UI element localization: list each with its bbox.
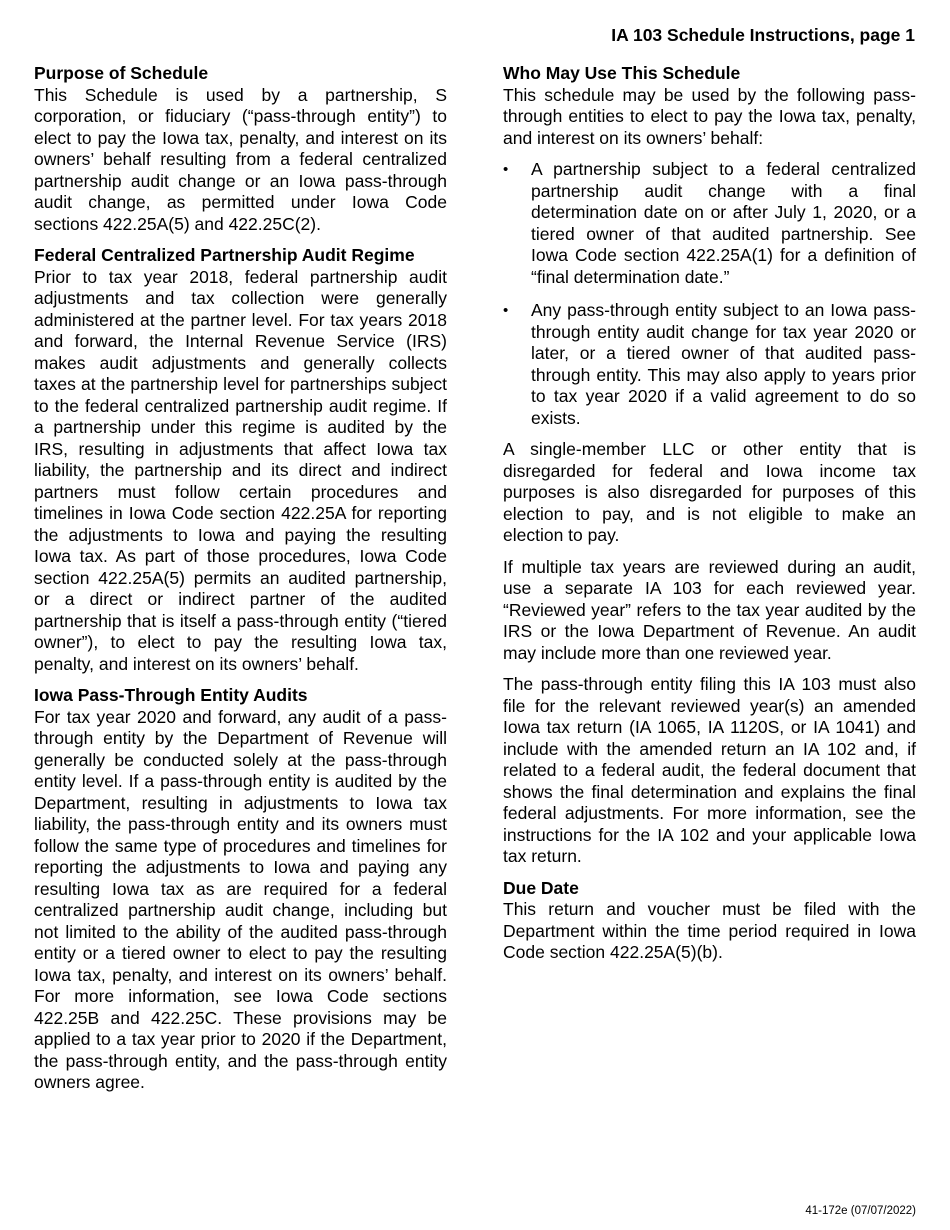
- purpose-section: [34, 63, 447, 235]
- page-title: IA 103 Schedule Instructions, page 1: [611, 25, 915, 45]
- bullet-icon: •: [503, 161, 509, 178]
- who-may-use-intro: This schedule may be used by the following pass-through entities to elect to pay the Iowa tax, penalty, and interest on its owners’ behalf:: [503, 84, 916, 148]
- right-column: [503, 63, 916, 974]
- due-date-heading: Due Date: [503, 877, 579, 898]
- who-may-use-heading: Who May Use This Schedule: [503, 63, 741, 83]
- federal-audit-heading: Federal Centralized Partnership Audit Regime: [34, 245, 415, 265]
- purpose-heading: Purpose of Schedule: [34, 63, 209, 83]
- due-date-text: This return and voucher must be filed with the Department within the time period required in Iowa Code section 422.25A(5)(b).: [503, 899, 916, 962]
- iowa-audits-section: [34, 685, 447, 1094]
- who-may-use-section: [503, 63, 916, 868]
- iowa-audits-text: For tax year 2020 and forward, any audit of a pass-through entity by the Department of Revenue will generally be conducted solely at the pass-through entity level. If a pass-through entity is audited by the Department, resulting in adjustments to Iowa tax liability, the pass-through entity and its owners must follow the same type of procedures and timelines for reporting the adjustments to Iowa and paying any resulting Iowa tax as are required for a federal centralized partnership audit change, including but not limited to the ability of the audited pass-through entity or a tiered owner to elect to pay the resulting Iowa tax, penalty, and interest on its owners’ behalf. For more information, see Iowa Code sections 422.25B and 422.25C. These provisions may be applied to a tax year prior to 2020 if the Department, the pass-through entity, and the pass-through entity owners agree.: [34, 706, 447, 1092]
- list-item-text: Any pass-through entity subject to an Iowa pass-through entity audit change for tax year 2020 or later, or a tiered owner of that audited pass-through entity. This may also apply to years prior to tax year 2020 if a valid agreement to do so exists.: [531, 300, 916, 428]
- purpose-text: This Schedule is used by a partnership, S corporation, or fiduciary (“pass-through entity”) to elect to pay the Iowa tax, penalty, and interest on its owners’ behalf resulting from a federal centralized partnership audit change or an Iowa pass-through audit change, as permitted under Iowa Code sections 422.25A(5) and 422.25C(2).: [34, 84, 447, 234]
- form-id-footer: 41-172e (07/07/2022): [805, 1205, 916, 1217]
- iowa-audits-heading: Iowa Pass-Through Entity Audits: [34, 685, 308, 705]
- list-item: [503, 300, 916, 429]
- due-date-section: [503, 878, 916, 964]
- multiple-years-text: If multiple tax years are reviewed during an audit, use a separate IA 103 for each reviewed year. “Reviewed year” refers to the tax year audited by the IRS or the Iowa Department of Revenue. An audit may include more than one reviewed year.: [503, 556, 916, 663]
- list-item: [503, 159, 916, 288]
- eligibility-list: [503, 159, 916, 429]
- amended-return-text: The pass-through entity filing this IA 103 must also file for the relevant reviewed year(s) an amended Iowa tax return (IA 1065, IA 1120S, or IA 1041) and include with the amended return an IA 102 and, if related to a federal audit, the federal document that shows the final determination and explains the final federal adjustments. For more information, see the instructions for the IA 102 and your applicable Iowa tax return.: [503, 674, 916, 866]
- disregarded-entity-text: A single-member LLC or other entity that is disregarded for federal and Iowa income tax purposes is also disregarded for purposes of this election to pay, and is not eligible to make an election to pay.: [503, 439, 916, 545]
- bullet-icon: •: [503, 302, 509, 319]
- left-column: [34, 63, 447, 1104]
- federal-audit-text: Prior to tax year 2018, federal partnership audit adjustments and tax collection were generally administered at the partner level. For tax years 2018 and forward, the Internal Revenue Service (IRS) makes audit adjustments and generally collects taxes at the partnership level for partnerships subject to the federal centralized partnership audit regime. If a partnership under this regime is audited by the IRS, resulting in adjustments that affect Iowa tax liability, the partnership and its direct and indirect partners must follow certain procedures and timelines in Iowa Code section 422.25A for reporting the adjustments to Iowa and paying the resulting Iowa tax. As part of those procedures, Iowa Code section 422.25A(5) permits an audited partnership, or a direct or indirect partner of the audited partnership that is itself a pass-through entity (“tiered owner”), to elect to pay the resulting Iowa tax, penalty, and interest on its owners’ behalf.: [34, 266, 447, 674]
- list-item-text: A partnership subject to a federal centralized partnership audit change with a final determination date on or after July 1, 2020, or a tiered owner of that audited partnership. See Iowa Code section 422.25A(1) for a definition of “final determination date.”: [531, 159, 916, 287]
- federal-audit-section: [34, 245, 447, 675]
